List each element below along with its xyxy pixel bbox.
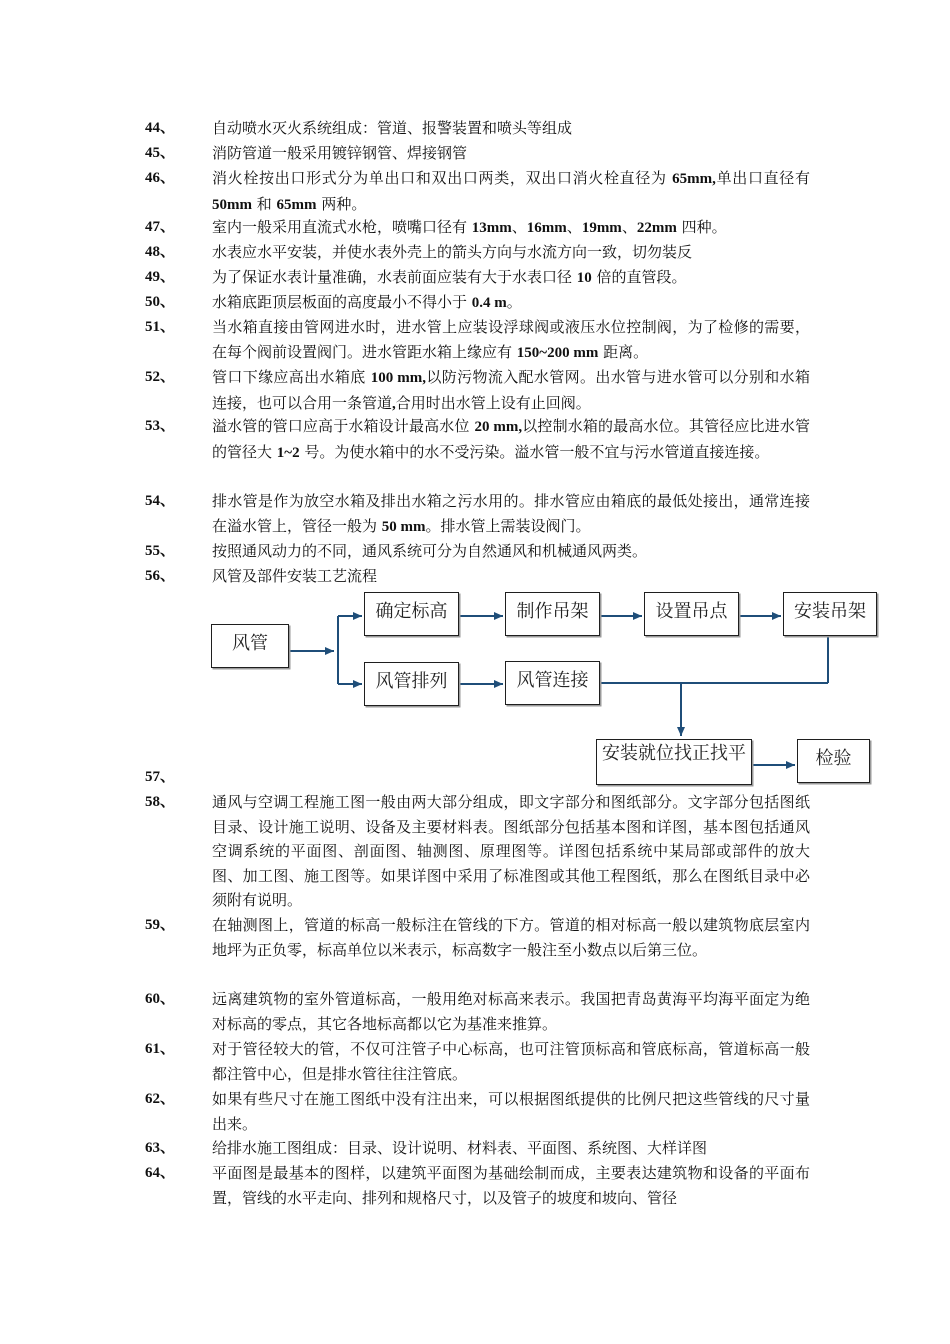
item-number: 62、 bbox=[145, 1091, 176, 1107]
item-text: 给排水施工图组成：目录、设计说明、材料表、平面图、系统图、大样详图 bbox=[212, 1139, 708, 1157]
flow-box-set-hanging-point: 设置吊点 bbox=[644, 592, 739, 636]
item-text: 按照通风动力的不同，通风系统可分为自然通风和机械通风两类。 bbox=[212, 542, 648, 560]
item-number: 50、 bbox=[145, 294, 176, 310]
item-number: 49、 bbox=[145, 269, 176, 285]
item-text: 自动喷水灭火系统组成：管道、报警装置和喷头等组成 bbox=[212, 119, 573, 137]
item-number: 51、 bbox=[145, 319, 176, 335]
item-number: 63、 bbox=[145, 1140, 176, 1156]
item-number: 58、 bbox=[145, 794, 176, 810]
item-number: 46、 bbox=[145, 170, 176, 186]
flow-box-inspection: 检验 bbox=[797, 739, 870, 783]
item-number: 45、 bbox=[145, 145, 176, 161]
flow-box-fengguan: 风管 bbox=[211, 624, 289, 668]
item-number: 56、 bbox=[145, 568, 176, 584]
item-number: 53、 bbox=[145, 418, 176, 434]
item-text: 水表应水平安装，并使水表外壳上的箭头方向与水流方向一致，切勿装反 bbox=[212, 243, 693, 261]
item-text: 水箱底距顶层板面的高度最小不得小于 0.4 m。 bbox=[212, 293, 522, 311]
item-number: 60、 bbox=[145, 991, 176, 1007]
item-text: 为了保证水表计量准确，水表前面应装有大于水表口径 10 倍的直管段。 bbox=[212, 268, 687, 286]
item-number: 57、 bbox=[145, 769, 176, 785]
item-number: 55、 bbox=[145, 543, 176, 559]
flow-box-install-align-level: 安装就位找正找平 bbox=[596, 739, 752, 785]
item-text: 通风与空调工程施工图一般由两大部分组成，即文字部分和图纸部分。文字部分包括图纸目录、设计施工说明、设备及主要材料表。图纸部分包括基本图和详图，基本图包括通风空调系统的平面图、剖面图、轴测图、原理图等。详图包括系统中某局部或部件的放大图、加工图、施工图等。如果详图中采用了标准图或其他工程图纸，那么在图纸目录中必须附有说明。 bbox=[212, 793, 810, 909]
flow-box-duct-connect: 风管连接 bbox=[505, 661, 600, 705]
item-number: 54、 bbox=[145, 493, 176, 509]
item-number: 61、 bbox=[145, 1041, 176, 1057]
item-number: 44、 bbox=[145, 120, 176, 136]
item-number: 48、 bbox=[145, 244, 176, 260]
item-text: 消防管道一般采用镀锌钢管、焊接钢管 bbox=[212, 144, 468, 162]
item-text: 溢水管的管口应高于水箱设计最高水位 20 mm,以控制水箱的最高水位。其管径应比进水管的管径大 1~2 号。为使水箱中的水不受污染。溢水管一般不宜与污水管道直接连接。 bbox=[212, 417, 810, 461]
item-text: 在轴测图上，管道的标高一般标注在管线的下方。管道的相对标高一般以建筑物底层室内地坪为正负零，标高单位以米表示，标高数字一般注至小数点以后第三位。 bbox=[212, 916, 810, 959]
item-text: 平面图是最基本的图样，以建筑平面图为基础绘制而成，主要表达建筑物和设备的平面布置，管线的水平走向、排列和规格尺寸，以及管子的坡度和坡向、管径 bbox=[212, 1164, 810, 1207]
item-text: 当水箱直接由管网进水时，进水管上应装设浮球阀或液压水位控制阀，为了检修的需要，在每个阀前设置阀门。进水管距水箱上缘应有 150~200 mm 距离。 bbox=[212, 318, 810, 361]
item-text: 如果有些尺寸在施工图纸中没有注出来，可以根据图纸提供的比例尺把这些管线的尺寸量出来。 bbox=[212, 1090, 810, 1133]
item-text: 风管及部件安装工艺流程 bbox=[212, 567, 378, 585]
item-text: 远离建筑物的室外管道标高，一般用绝对标高来表示。我国把青岛黄海平均海平面定为绝对标高的零点，其它各地标高都以它为基准来推算。 bbox=[212, 990, 810, 1033]
item-text: 对于管径较大的管，不仅可注管子中心标高，也可注管顶标高和管底标高，管道标高一般都注管中心，但是排水管往往注管底。 bbox=[212, 1040, 810, 1083]
item-number: 47、 bbox=[145, 219, 176, 235]
flow-box-make-hanger: 制作吊架 bbox=[505, 592, 600, 636]
item-text: 室内一般采用直流式水枪，喷嘴口径有 13mm、16mm、19mm、22mm 四种。 bbox=[212, 218, 727, 236]
item-number: 59、 bbox=[145, 917, 176, 933]
item-text: 管口下缘应高出水箱底 100 mm,以防污物流入配水管网。出水管与进水管可以分别和水箱连接，也可以合用一条管道,合用时出水管上设有止回阀。 bbox=[212, 368, 810, 412]
flow-box-duct-arrange: 风管排列 bbox=[364, 662, 459, 706]
item-text: 消火栓按出口形式分为单出口和双出口两类，双出口消火栓直径为 65mm,单出口直径有 50mm 和 65mm 两种。 bbox=[212, 169, 810, 213]
item-number: 52、 bbox=[145, 369, 176, 385]
flow-box-determine-elevation: 确定标高 bbox=[364, 592, 459, 636]
item-text: 排水管是作为放空水箱及排出水箱之污水用的。排水管应由箱底的最低处接出，通常连接在溢水管上，管径一般为 50 mm。排水管上需装设阀门。 bbox=[212, 492, 810, 535]
flow-box-install-hanger: 安装吊架 bbox=[783, 592, 877, 636]
item-number: 64、 bbox=[145, 1165, 176, 1181]
